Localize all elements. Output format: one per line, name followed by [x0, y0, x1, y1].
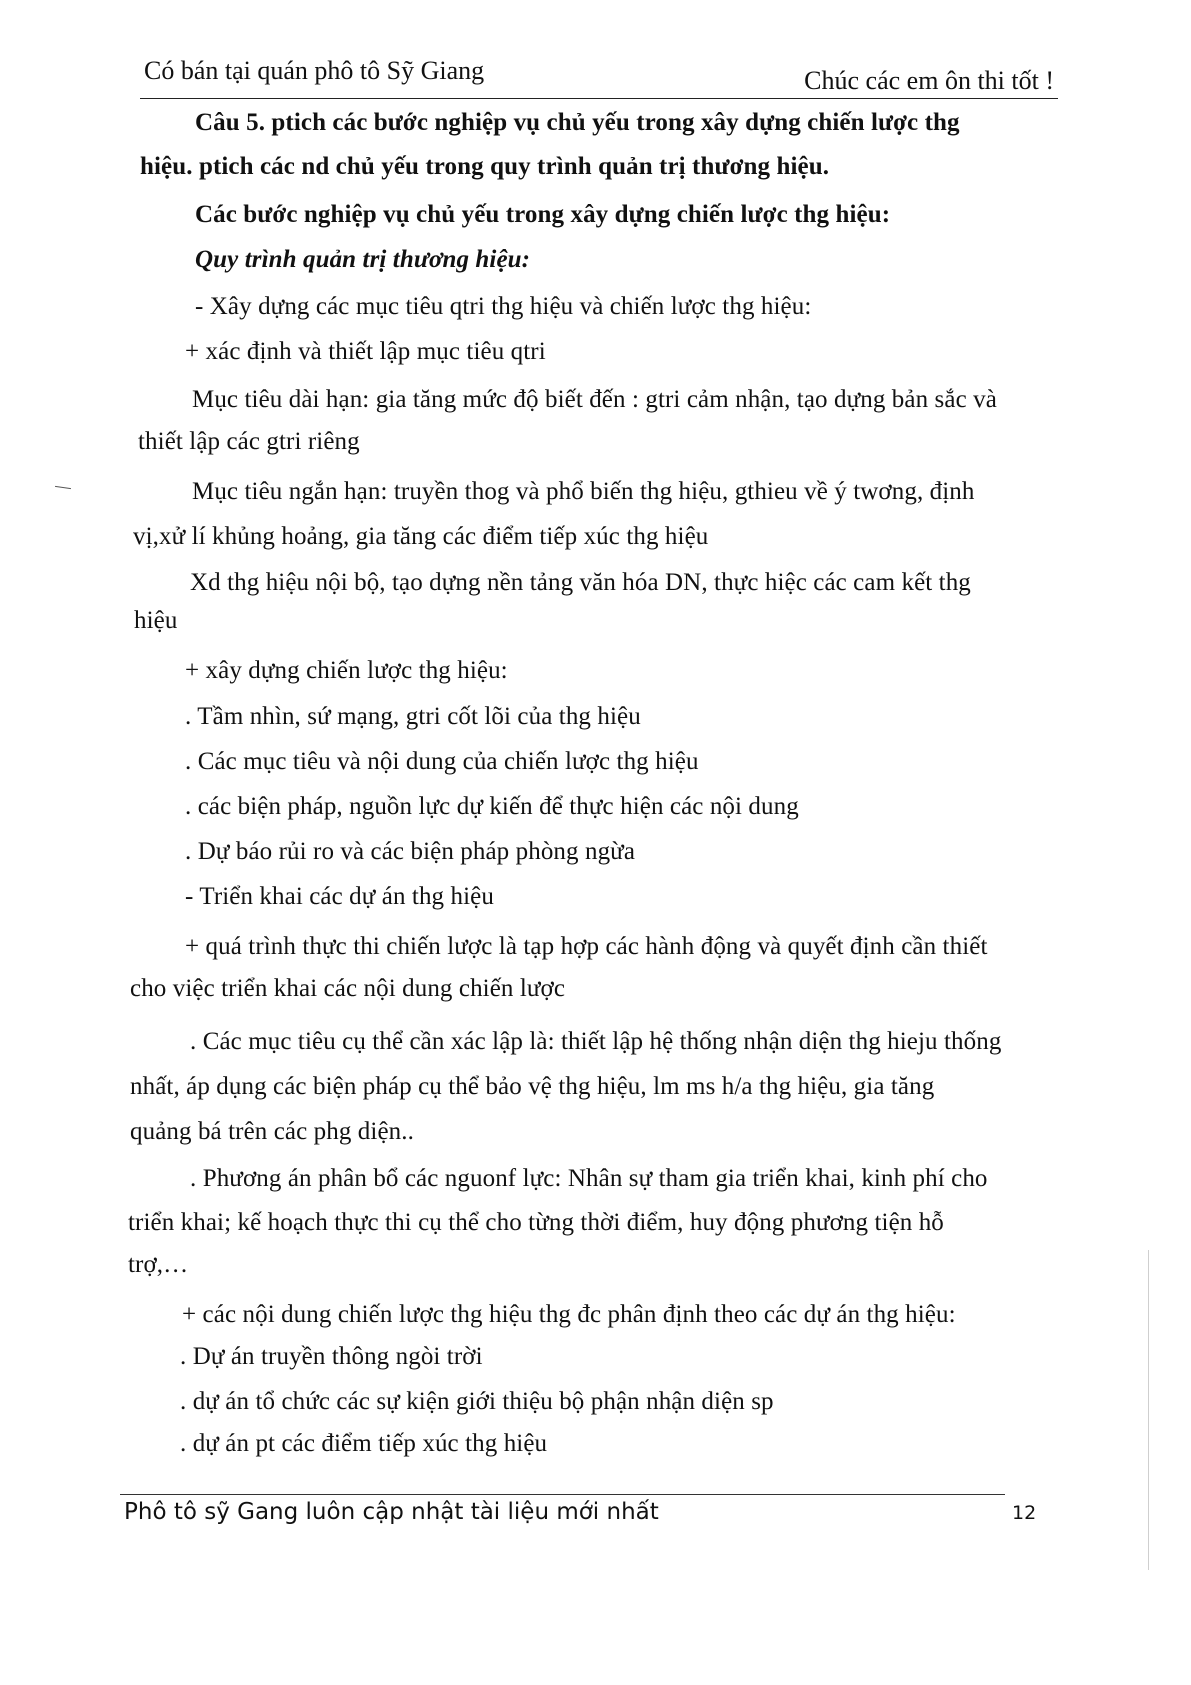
text-line: . các biện pháp, nguồn lực dự kiến để thực hiện các nội dung — [185, 793, 799, 820]
footer-rule — [120, 1494, 1005, 1495]
section-heading: Các bước nghiệp vụ chủ yếu trong xây dựng chiến lược thg hiệu: — [195, 201, 891, 228]
text-line: . Phương án phân bổ các nguonf lực: Nhân sự tham gia triển khai, kinh phí cho — [190, 1165, 988, 1192]
text-line: . Các mục tiêu và nội dung của chiến lược thg hiệu — [185, 748, 699, 775]
text-line: . Tầm nhìn, sứ mạng, gtri cốt lõi của thg hiệu — [185, 703, 641, 730]
header-greeting: Chúc các em ôn thi tốt ! — [804, 66, 1054, 95]
header-shop-name: Có bán tại quán phô tô Sỹ Giang — [144, 56, 485, 85]
text-line: . Các mục tiêu cụ thể cần xác lập là: thiết lập hệ thống nhận diện thg hieju thống — [190, 1028, 1002, 1055]
text-line: nhất, áp dụng các biện pháp cụ thể bảo vệ thg hiệu, lm ms h/a thg hiệu, gia tăng — [130, 1073, 935, 1100]
text-line: vị,xử lí khủng hoảng, gia tăng các điểm tiếp xúc thg hiệu — [133, 523, 709, 550]
text-line: . Dự báo rủi ro và các biện pháp phòng ngừa — [185, 838, 636, 865]
text-line: + xác định và thiết lập mục tiêu qtri — [185, 338, 546, 365]
text-line: triển khai; kế hoạch thực thi cụ thể cho từng thời điểm, huy động phương tiện hỗ — [128, 1209, 944, 1236]
text-line: . Dự án truyền thông ngòi trời — [180, 1343, 483, 1370]
text-line: Xd thg hiệu nội bộ, tạo dựng nền tảng văn hóa DN, thực hiệc các cam kết thg — [190, 569, 971, 596]
page-header — [140, 52, 1058, 99]
text-line: . dự án tổ chức các sự kiện giới thiệu bộ phận nhận diện sp — [180, 1388, 774, 1415]
question-title-line-2: hiệu. ptich các nd chủ yếu trong quy trình quản trị thương hiệu. — [140, 153, 830, 180]
text-line: + các nội dung chiến lược thg hiệu thg đc phân định theo các dự án thg hiệu: — [182, 1301, 956, 1328]
subsection-heading: Quy trình quản trị thương hiệu: — [195, 246, 531, 273]
text-line: cho việc triển khai các nội dung chiến lược — [130, 975, 566, 1002]
text-line: + xây dựng chiến lược thg hiệu: — [185, 657, 508, 684]
text-line: + quá trình thực thi chiến lược là tạp hợp các hành động và quyết định cần thiết — [185, 933, 988, 960]
text-line: hiệu — [134, 607, 178, 634]
text-line: trợ,… — [128, 1251, 189, 1278]
text-line: Mục tiêu ngắn hạn: truyền thog và phổ biến thg hiệu, gthieu về ý twơng, định — [192, 478, 975, 505]
text-line: quảng bá trên các phg diện.. — [130, 1118, 414, 1145]
footer-shop-note: Phô tô sỹ Gang luôn cập nhật tài liệu mới nhất — [124, 1499, 659, 1525]
page-number: 12 — [1012, 1502, 1037, 1524]
text-line: thiết lập các gtri riêng — [138, 428, 360, 455]
scan-artifact-edge — [1148, 1250, 1149, 1570]
text-line: - Xây dựng các mục tiêu qtri thg hiệu và chiến lược thg hiệu: — [195, 293, 812, 320]
scan-artifact-mark — [55, 486, 71, 489]
question-title-line-1: Câu 5. ptich các bước nghiệp vụ chủ yếu trong xây dựng chiến lược thg — [195, 109, 960, 136]
text-line: - Triển khai các dự án thg hiệu — [185, 883, 494, 910]
text-line: . dự án pt các điểm tiếp xúc thg hiệu — [180, 1430, 548, 1457]
text-line: Mục tiêu dài hạn: gia tăng mức độ biết đến : gtri cảm nhận, tạo dựng bản sắc và — [192, 386, 997, 413]
